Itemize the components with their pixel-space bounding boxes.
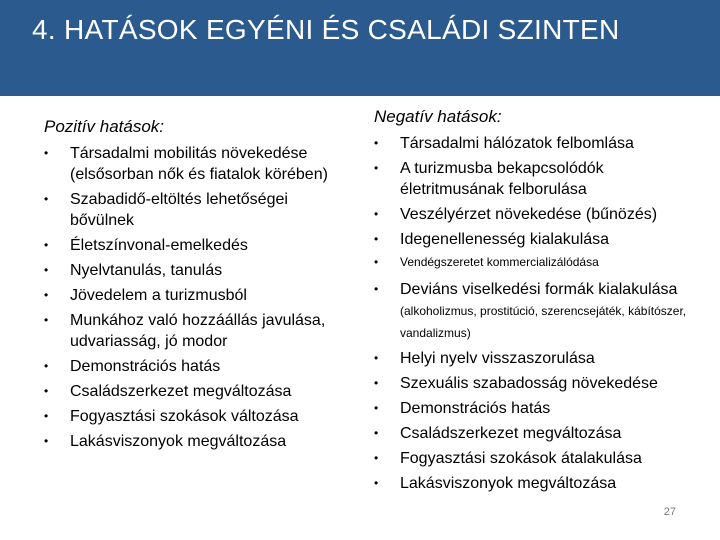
list-item-text: Nyelvtanulás, tanulás [70,262,223,279]
bullet-icon: • [44,313,49,327]
list-item [374,348,704,369]
list-item-text: Deviáns viselkedési formák kialakulása [400,281,678,298]
bullet-icon: • [374,282,379,296]
bullet-icon: • [44,409,49,423]
slide-title: 4. HATÁSOK EGYÉNI ÉS CSALÁDI SZINTEN [32,14,620,45]
list-item-text: Fogyasztási szokások átalakulása [400,450,642,467]
list-item-text: Idegenellenesség kialakulása [400,231,610,248]
list-item-text: Helyi nyelv visszaszorulása [400,350,595,367]
list-item-text: Fogyasztási szokások változása [70,408,299,425]
deviant-note: (alkoholizmus, prostitúció, szerencsejáték, kábítószer, vandalizmus) [400,304,687,340]
list-item [44,310,354,352]
bullet-icon: • [44,238,49,252]
list-item [374,398,704,419]
bullet-icon: • [374,207,379,221]
bullet-icon: • [374,476,379,490]
list-item [374,279,704,344]
list-item [374,448,704,469]
list-item-text: Munkához való hozzáállás javulása, udvariasság, jó modor [70,312,326,350]
list-item-text: Lakásviszonyok megváltozása [70,433,287,450]
list-item-text: Szexuális szabadosság növekedése [400,375,658,392]
list-item [374,423,704,444]
list-item [44,285,354,306]
list-item [44,189,354,231]
list-item [374,133,704,154]
list-item-text: Szabadidő-eltöltés lehetőségei bővülnek [70,191,288,229]
negative-list [374,133,704,494]
bullet-icon: • [44,434,49,448]
list-item [374,204,704,225]
list-item-text: Társadalmi mobilitás növekedése (elsősorban nők és fiatalok körében) [70,145,328,183]
list-item [44,381,354,402]
list-item [374,254,704,271]
page-number: 27 [663,506,676,518]
list-item-text: A turizmusba bekapcsolódók életritmusának felborulása [400,160,604,198]
list-item-text: Veszélyérzet növekedése (bűnözés) [400,206,658,223]
list-item-text: Lakásviszonyok megváltozása [400,475,617,492]
bullet-icon: • [374,161,379,175]
list-item [374,158,704,200]
positive-list [44,143,354,452]
bullet-icon: • [44,263,49,277]
positive-heading: Pozitív hatások: [44,117,165,136]
bullet-icon: • [44,192,49,206]
list-item [44,143,354,185]
list-item-text: Demonstrációs hatás [400,400,551,417]
list-item-text: Vendégszeretet kommercializálódása [400,255,599,269]
title-bar [0,0,720,96]
list-item-text: Családszerkezet megváltozása [70,383,292,400]
bullet-icon: • [374,351,379,365]
list-item-text: Társadalmi hálózatok felbomlása [400,135,634,152]
list-item [374,373,704,394]
list-item [44,431,354,452]
positive-effects-column [44,116,354,456]
list-item-text: Jövedelem a turizmusból [70,287,247,304]
bullet-icon: • [44,359,49,373]
list-item-text: Életszínvonal-emelkedés [70,237,248,254]
list-item [374,229,704,250]
bullet-icon: • [374,426,379,440]
bullet-icon: • [374,136,379,150]
bullet-icon: • [44,288,49,302]
bullet-icon: • [44,146,49,160]
list-item [374,473,704,494]
bullet-icon: • [374,376,379,390]
bullet-icon: • [374,232,379,246]
list-item [44,356,354,377]
list-item [44,260,354,281]
list-item [44,235,354,256]
list-item-text: Családszerkezet megváltozása [400,425,622,442]
negative-heading: Negatív hatások: [374,107,502,126]
list-item-text: Demonstrációs hatás [70,358,221,375]
bullet-icon: • [44,384,49,398]
bullet-icon: • [374,255,379,269]
bullet-icon: • [374,451,379,465]
negative-effects-column [374,106,704,498]
list-item [44,406,354,427]
bullet-icon: • [374,401,379,415]
